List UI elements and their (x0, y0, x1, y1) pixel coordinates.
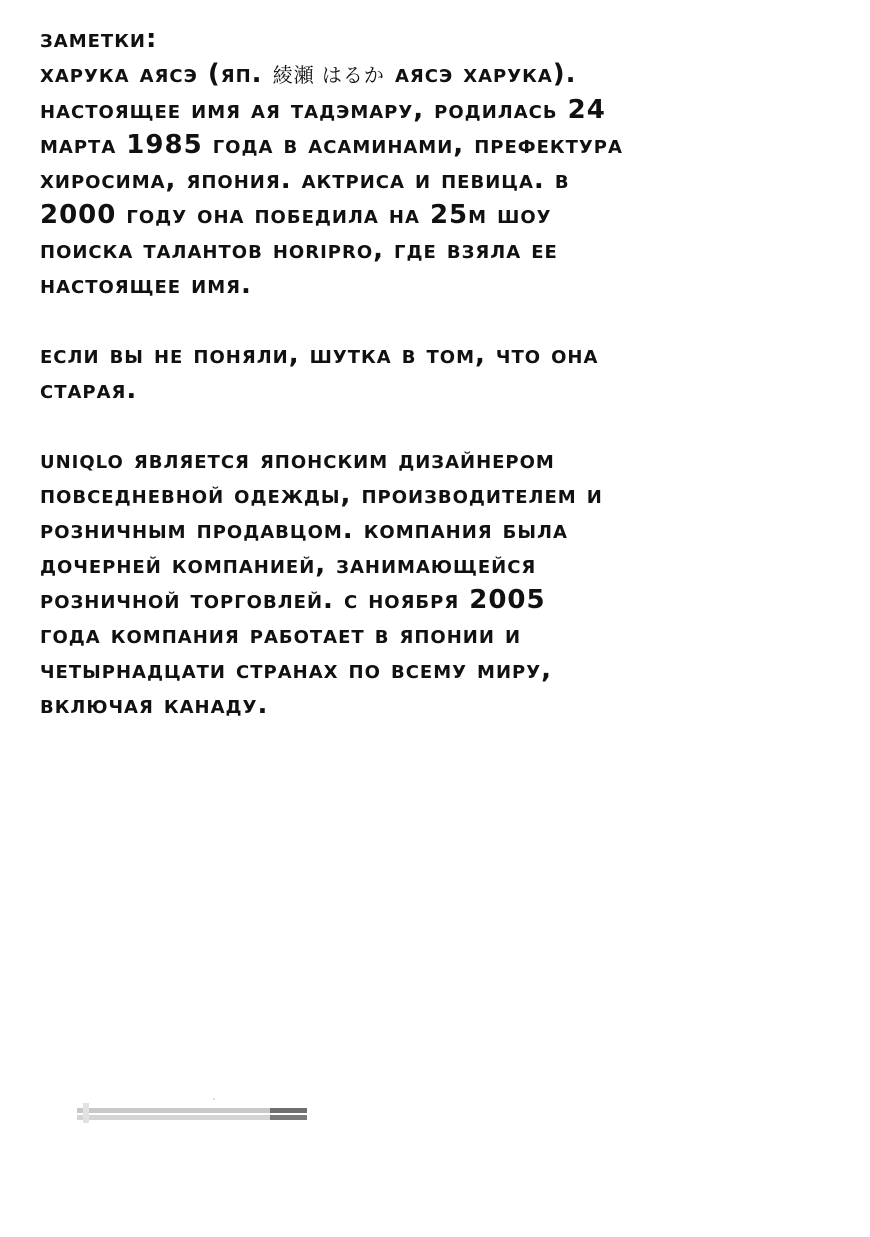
note-line: марта 1985 года в асаминами, префектура (40, 130, 623, 160)
note-paragraph-3 (40, 443, 840, 723)
note-line: розничным продавцом. компания была (40, 515, 568, 545)
note-line (40, 57, 840, 93)
translator-notes (40, 22, 840, 758)
notes-heading-block (40, 22, 840, 57)
note-line: 2000 году она победила на 25м шоу (40, 200, 552, 230)
note-paragraph-1 (40, 57, 840, 303)
note-line: хиросима, япония. актриса и певица. в (40, 165, 570, 195)
chopsticks-icon (75, 1098, 310, 1126)
notes-heading: заметки: (40, 24, 158, 54)
note-line-text: харука аясэ (яп. (40, 59, 273, 89)
note-paragraph-2 (40, 338, 840, 408)
note-line: поиска талантов horipro, где взяла ее (40, 235, 558, 265)
note-line-text: аясэ харука). (384, 59, 577, 89)
note-line: года компания работает в японии и (40, 620, 522, 650)
note-line: uniqlo является японским дизайнером (40, 445, 555, 475)
note-line: четырнадцати странах по всему миру, (40, 655, 552, 685)
note-line: старая. (40, 375, 138, 405)
note-line: дочерней компанией, занимающейся (40, 550, 537, 580)
note-line: настоящее имя. (40, 270, 252, 300)
note-line: розничной торговлей. с ноября 2005 (40, 585, 546, 615)
note-line: если вы не поняли, шутка в том, что она (40, 340, 599, 370)
note-line: включая канаду. (40, 690, 269, 720)
note-line: настоящее имя ая тадэмару, родилась 24 (40, 95, 606, 125)
japanese-name: 綾瀬 はるか (272, 63, 385, 87)
note-line: повседневной одежды, производителем и (40, 480, 603, 510)
